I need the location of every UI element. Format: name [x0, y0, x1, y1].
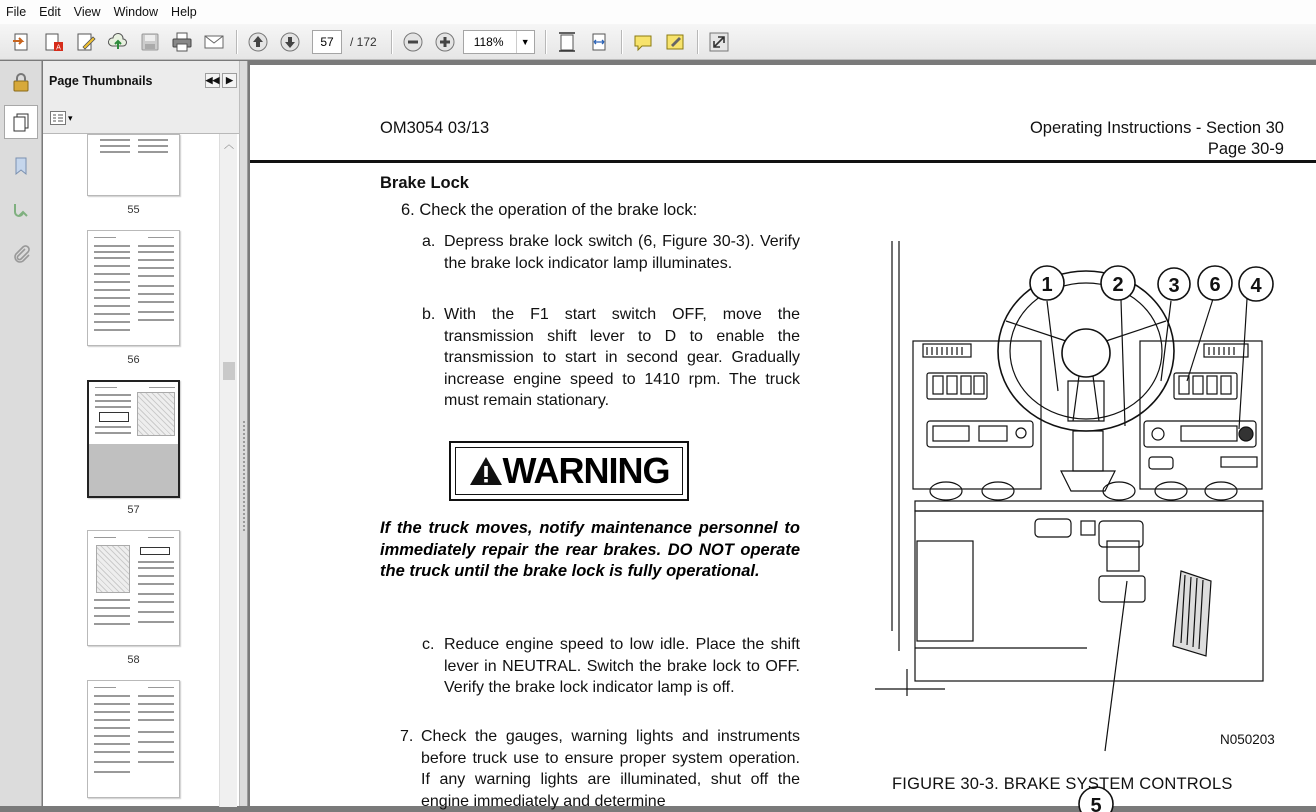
header-section: Operating Instructions - Section 30 [1029, 119, 1284, 137]
page-down-icon[interactable] [276, 28, 304, 56]
fullscreen-icon[interactable] [705, 28, 733, 56]
figure-reference-id: N050203 [1220, 732, 1275, 747]
figure-caption: FIGURE 30-3. BRAKE SYSTEM CONTROLS [892, 775, 1233, 793]
chevron-down-icon[interactable]: ▼ [516, 31, 534, 53]
callout-5: 5 [1090, 795, 1102, 812]
menu-edit[interactable]: Edit [39, 5, 61, 19]
step-a-text: Depress brake lock switch (6, Figure 30-3). Verify the brake lock indicator lamp illuminates. [444, 233, 800, 272]
step-b-text: With the F1 start switch OFF, move the transmission shift lever to D to enable the transmission to start in second gear. Gradually increase engine speed to 1410 rpm. The truck must remain stationary. [444, 306, 800, 410]
step-7-text: Check the gauges, warning lights and instruments before truck use to ensure proper system operation. If any warning lights are illuminated, shut off the engine immediately and determine [421, 728, 800, 810]
menu-window[interactable]: Window [113, 5, 159, 19]
page-thumbnail[interactable] [87, 230, 180, 346]
list-label-b: b. [422, 306, 436, 323]
toolbar-separator [621, 30, 622, 54]
save-icon[interactable] [136, 28, 164, 56]
header-rule [250, 160, 1316, 163]
callout-6: 6 [1209, 274, 1221, 296]
page-thumbnail[interactable] [87, 134, 180, 196]
header-page-number: Page 30-9 [1207, 140, 1284, 158]
fit-page-icon[interactable] [553, 28, 581, 56]
thumbnail-label: 55 [127, 204, 140, 216]
lock-icon[interactable] [4, 65, 38, 99]
print-icon[interactable] [168, 28, 196, 56]
menu-bar [0, 0, 1316, 24]
page-total: / 172 [350, 34, 377, 49]
upload-icon[interactable] [104, 28, 132, 56]
thumbnail-scrollbar[interactable] [219, 134, 237, 807]
warning-text: If the truck moves, notify maintenance personnel to immediately repair the rear brakes. DO NOT operate the truck until the brake lock is fully operational. [380, 519, 800, 581]
document-page [250, 65, 1316, 812]
thumbnails-header [43, 61, 241, 101]
callout-2: 2 [1112, 274, 1124, 296]
svg-text:A: A [56, 43, 61, 51]
page-thumbnail[interactable] [87, 680, 180, 798]
panel-splitter[interactable] [239, 61, 248, 806]
attachment-icon[interactable] [4, 237, 38, 271]
thumbnails-panel [43, 61, 241, 806]
zoom-out-icon[interactable] [399, 28, 427, 56]
list-label-c: c. [422, 636, 435, 653]
comment-icon[interactable] [629, 28, 657, 56]
scrollbar-thumb[interactable] [223, 362, 235, 380]
collapse-panel-icon[interactable]: ◀◀ [205, 73, 220, 88]
export-icon[interactable] [40, 28, 68, 56]
create-icon[interactable] [8, 28, 36, 56]
expand-icon[interactable]: ▶ [222, 73, 237, 88]
toolbar-separator [236, 30, 237, 54]
toolbar-separator [697, 30, 698, 54]
zoom-in-icon[interactable] [431, 28, 459, 56]
menu-view[interactable]: View [73, 5, 101, 19]
thumbnail-label: 56 [127, 354, 140, 366]
pages-icon[interactable] [4, 105, 38, 139]
page-thumbnail-selected[interactable] [87, 380, 180, 498]
menu-help[interactable]: Help [171, 5, 197, 19]
thumbnail-label: 57 [127, 504, 140, 516]
email-icon[interactable] [200, 28, 228, 56]
header-doc-id: OM3054 03/13 [380, 119, 490, 137]
toolbar-separator [391, 30, 392, 54]
fit-width-icon[interactable] [585, 28, 613, 56]
thumbnail-list [43, 133, 239, 806]
zoom-select[interactable] [463, 30, 535, 54]
step-c-text: Reduce engine speed to low idle. Place the shift lever in NEUTRAL. Switch the brake lock to OFF. Verify the brake lock indicator lamp is off. [444, 636, 800, 697]
bookmark-icon[interactable] [4, 149, 38, 183]
menu-file[interactable]: File [6, 5, 27, 19]
callout-3: 3 [1168, 275, 1180, 297]
section-title: Brake Lock [380, 174, 469, 192]
warning-title: WARNING [502, 450, 670, 491]
signature-icon[interactable] [4, 193, 38, 227]
list-label-a: a. [422, 233, 436, 250]
step-6: 6. Check the operation of the brake lock: [401, 201, 698, 219]
page-thumbnail[interactable] [87, 530, 180, 646]
toolbar [0, 24, 1316, 60]
edit-icon[interactable] [72, 28, 100, 56]
warning-box [449, 441, 689, 501]
list-label-7: 7. [400, 728, 414, 745]
highlight-icon[interactable] [661, 28, 689, 56]
thumbnail-options-button[interactable]: ▾ [50, 108, 76, 128]
toolbar-separator [545, 30, 546, 54]
zoom-value: 118% [473, 34, 504, 49]
chevron-up-icon[interactable]: ︿ [224, 140, 234, 151]
callout-4: 4 [1250, 275, 1262, 297]
thumbnail-label: 58 [127, 654, 140, 666]
page-number-input[interactable]: 57 [312, 30, 342, 54]
page-up-icon[interactable] [244, 28, 272, 56]
navigation-pane-strip [0, 61, 42, 806]
panel-title: Page Thumbnails [49, 74, 153, 88]
callout-1: 1 [1041, 274, 1053, 296]
